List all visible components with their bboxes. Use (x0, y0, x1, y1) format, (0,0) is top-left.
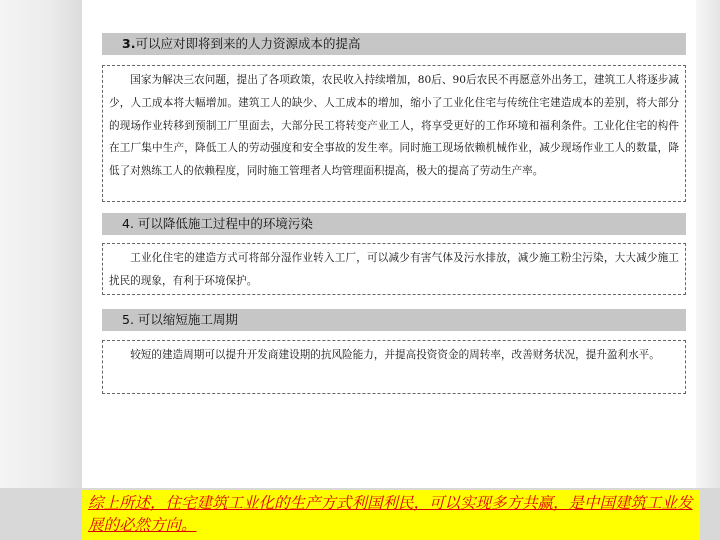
left-margin-shade (0, 0, 82, 540)
section-5-body: 较短的建造周期可以提升开发商建设期的抗风险能力，并提高投资资金的周转率，改善财务状况，提升盈利水平。 (102, 340, 686, 394)
section-5-title: 可以缩短施工周期 (133, 312, 238, 327)
section-5-heading (102, 309, 686, 331)
section-4-title: 可以降低施工过程中的环境污染 (133, 216, 313, 231)
section-3-heading (102, 33, 686, 55)
conclusion-callout: 综上所述，住宅建筑工业化的生产方式利国利民，可以实现多方共赢，是中国建筑工业发展的必然方向。 (82, 490, 700, 540)
section-3-body: 国家为解决三农问题，提出了各项政策，农民收入持续增加，80后、90后农民不再愿意外出务工，建筑工人将逐步减少，人工成本将大幅增加。建筑工人的缺少、人工成本的增加，缩小了工业化住宅与传统住宅建造成本的差别，将大部分的现场作业转移到预制工厂里面去，大部分民工将转变产业工人，将享受更好的工作环境和福利条件。工业化住宅的构件在工厂集中生产，降低工人的劳动强度和安全事故的发生率。同时施工现场依赖机械作业，减少现场作业工人的数量，降低了对熟练工人的依赖程度，同时施工管理者人均管理面积提高，极大的提高了劳动生产率。 (102, 65, 686, 202)
section-4-body: 工业化住宅的建造方式可将部分湿作业转入工厂，可以减少有害气体及污水排放，减少施工粉尘污染，大大减少施工扰民的现象，有利于环境保护。 (102, 243, 686, 295)
section-4-heading (102, 213, 686, 235)
section-3-title: 可以应对即将到来的人力资源成本的提高 (135, 36, 361, 51)
section-4-number: 4. (122, 216, 134, 231)
section-5-number: 5. (122, 312, 134, 327)
section-3-number: 3. (122, 36, 136, 51)
right-margin-shade (696, 0, 720, 540)
